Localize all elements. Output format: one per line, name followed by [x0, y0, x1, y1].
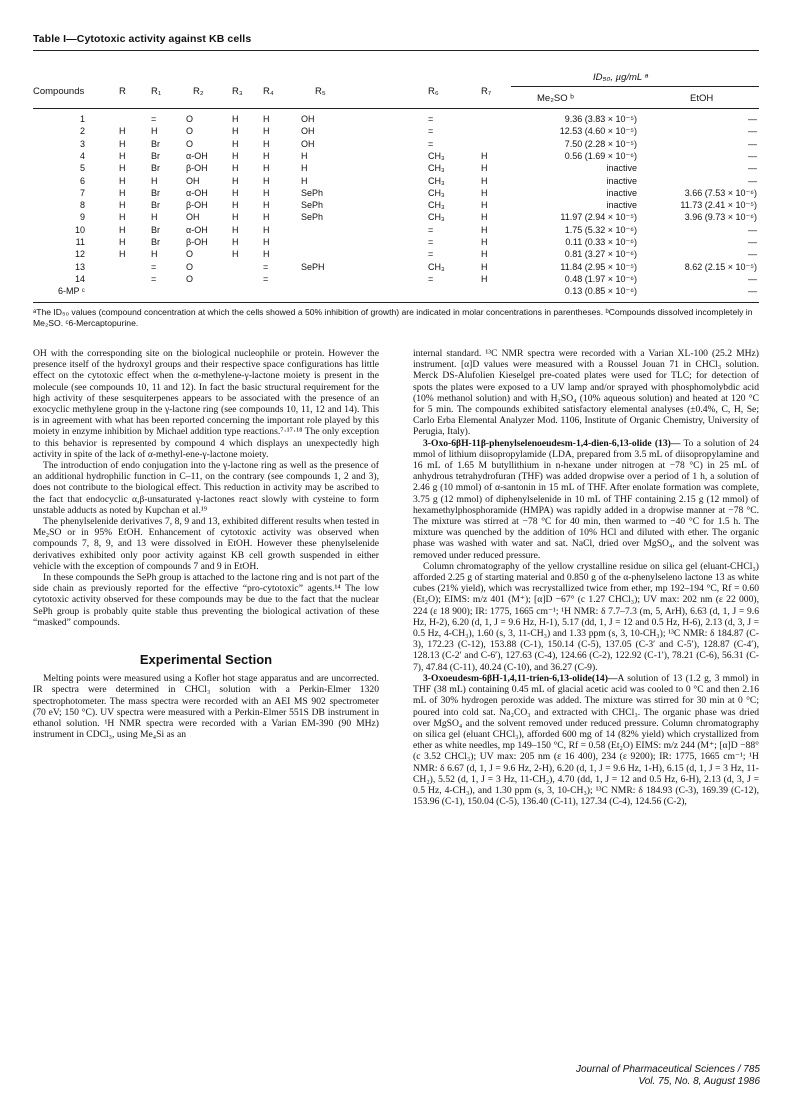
r2-cell: OH	[186, 175, 200, 186]
r5-cell: SePh	[301, 212, 324, 223]
r7-cell: H	[481, 150, 488, 161]
r1-cell: H	[151, 249, 158, 260]
me2so-value-cell: 0.13 (0.85 × 10⁻⁶)	[564, 286, 637, 297]
etoh-value-cell: —	[748, 273, 757, 284]
r4-cell: H	[263, 138, 270, 149]
r3-cell: H	[232, 249, 239, 260]
table-title: Table I—Cytotoxic activity against KB cells	[33, 33, 252, 45]
left-paragraph-2: The introduction of endo conjugation into the γ-lactone ring as well as the presence of an additional hydrophilic function in C–11, on the contrary (see compounds 1, 2 and 3), does not contribute to the biological effect. This reduction in activity may be ascribed to the fact that endocyclic α,β-unsaturated γ-lactones react slowly with cysteine to form unstable adducts as noted by Kupchan et al.¹⁹	[33, 460, 379, 516]
table-row	[33, 163, 759, 174]
table-row	[33, 126, 759, 137]
r4-cell: H	[263, 237, 270, 247]
header-r1: R₁	[151, 86, 162, 97]
r4-cell: =	[263, 261, 269, 272]
r1-cell: =	[151, 273, 157, 284]
compound-cell: 5	[79, 163, 85, 174]
compound-cell: 12	[74, 249, 85, 260]
table-row	[33, 176, 759, 187]
r1-cell: Br	[151, 187, 160, 198]
table-row	[33, 114, 759, 125]
etoh-value-cell: 8.62 (2.15 × 10⁻⁵)	[684, 261, 757, 272]
etoh-value-cell: —	[748, 150, 757, 161]
r6-cell: =	[428, 138, 434, 149]
r3-cell: H	[232, 200, 239, 211]
r1-cell: H	[151, 126, 158, 137]
r3-cell: H	[232, 138, 239, 149]
r3-cell: H	[232, 126, 239, 137]
left-paragraph-3: The phenylselenide derivatives 7, 8, 9 and 13, exhibited different results when tested in Me₂SO or in 95% EtOH. Enhancement of cytotoxic activity was observed when compounds 7, 8, 9, and 13 were dissolved in EtOH. However these phenylselenide derivatives exhibited only poor activity against KB cell growth suspended in either vehicle with the exception of compounds 7 and 9 in EtOH.	[33, 516, 379, 572]
r2-cell: OH	[186, 212, 200, 223]
table-row	[33, 262, 759, 273]
section-heading-experimental: Experimental Section	[139, 652, 273, 668]
right-paragraph-2	[413, 438, 759, 561]
etoh-value-cell: 3.66 (7.53 × 10⁻⁶)	[684, 187, 757, 198]
r1-cell: Br	[151, 150, 160, 161]
compound-cell: 7	[79, 187, 85, 198]
r3-cell: H	[232, 187, 239, 198]
me2so-value-cell: 1.75 (5.32 × 10⁻⁶)	[564, 224, 637, 235]
r-cell: H	[119, 237, 126, 247]
r7-cell: H	[481, 212, 488, 223]
r6-cell: =	[428, 237, 434, 247]
r5-cell: H	[301, 163, 308, 174]
table-bottom-rule	[33, 302, 759, 303]
r4-cell: H	[263, 249, 270, 260]
r4-cell: H	[263, 175, 270, 186]
etoh-value-cell: —	[748, 138, 757, 149]
r7-cell: H	[481, 200, 488, 211]
etoh-value-cell: 3.96 (9.73 × 10⁻⁶)	[684, 212, 757, 223]
r5-cell: SePh	[301, 200, 324, 211]
r6-cell: =	[428, 249, 434, 260]
r7-cell: H	[481, 224, 488, 235]
compound-cell: 1	[79, 114, 85, 124]
table-row	[33, 286, 759, 297]
r3-cell: H	[232, 163, 239, 174]
r1-cell: Br	[151, 138, 160, 149]
r6-cell: =	[428, 224, 434, 235]
r-cell: H	[119, 163, 126, 174]
etoh-value-cell: —	[748, 237, 757, 247]
r2-cell: O	[186, 126, 194, 137]
compound-cell: 10	[74, 224, 85, 235]
compound-14-text: A solution of 13 (1.2 g, 3 mmol) in THF (38 mL) containing 0.45 mL of glacial acetic acid was cooled to 0 °C and then 2.16 mL of 30% hydrogen peroxide was added. The mixture was stirred for 30 min at 0 °C; poured into cold sat. Na₂CO₃ and extracted with CHCl₃. The organic phase was dried over MgSO₄ and the solvent removed under reduced pressure. Column chromatography on silica gel (eluant CHCl₃), afforded 600 mg of 14 (82% yield) which crystallized from ether as white needles, mp 149–150 °C, Rf = 0.58 (Et₂O) EIMS: m/z 244 (M⁺; [α]D −88° (c 3.52 CHCl₃); UV max: 205 nm (ε 16 400), 234 (ε 9200); IR: 1775, 1665 cm⁻¹; ¹H NMR: δ 6.67 (d, 1, J = 9.6 Hz, 2-H), 6.20 (d, 1, J = 9.6 Hz, 1-H), 6.15 (d, 1, J = 3 Hz, 11-CH₂), 5.52 (d, 1, J = 3 Hz, 11-CH₂), 4.70 (dd, 1, J = 12 and 0.5 Hz, 6-H), 2.13 (d, 3, J = 0.5 Hz, 4-CH₃), and 1.30 ppm (s, 3, 10-CH₃); ¹³C NMR: δ 184.93 (C-3), 169.39 (C-12), 153.96 (C-1), 150.04 (C-5), 136.40 (C-11), 127.34 (C-4), 124.56 (C-2),	[413, 672, 759, 808]
r-cell: H	[119, 224, 126, 235]
me2so-value-cell: 0.11 (0.33 × 10⁻⁶)	[565, 237, 637, 247]
r2-cell: β-OH	[186, 237, 208, 247]
r3-cell: H	[232, 114, 239, 124]
compound-cell: 4	[79, 150, 85, 161]
r4-cell: H	[263, 187, 270, 198]
id50-subrule	[511, 86, 759, 87]
r7-cell: H	[481, 163, 488, 174]
r4-cell: H	[263, 150, 270, 161]
r7-cell: H	[481, 261, 488, 272]
me2so-value-cell: 9.36 (3.83 × 10⁻⁵)	[564, 114, 637, 124]
table-row	[33, 225, 759, 236]
r2-cell: O	[186, 273, 194, 284]
etoh-value-cell: —	[748, 249, 757, 260]
r5-cell: OH	[301, 114, 315, 124]
r1-cell: Br	[151, 224, 160, 235]
header-r6: R₆	[428, 86, 439, 97]
r-cell: H	[119, 212, 126, 223]
r2-cell: α-OH	[186, 150, 208, 161]
right-paragraph-1: internal standard. ¹³C NMR spectra were recorded with a Varian XL-100 (25.2 MHz) instrument. [α]D values were measured with a Roussel Jouan 71 in CHCl₃ solution. Merck DS-Alufolien Kieselgel pre-coated plates were used for TLC; for detection of spots the plates were exposed to a UV lamp and/or sprayed with phosphomolybdic acid (10% methanol solution) and with H₂SO₄ (10% aqueous solution) and heated at 120 °C for 5 min. The compounds exhibited satisfactory elemental analyses (±0.4%, C, H, Se; Carlo Erba Elemental Analyzer Mod. 1106, Institute of Organic Chemistry, University of Perugia, Italy).	[413, 348, 759, 438]
r1-cell: H	[151, 175, 158, 186]
table-row	[33, 212, 759, 223]
me2so-value-cell: inactive	[606, 163, 637, 174]
table-footnote: ᵃThe ID₅₀ values (compound concentration at which the cells showed a 50% inhibition of growth) are indicated in molar concentrations in parentheses. ᵇCompounds dissolved incompletely in Me₂SO. ᶜ6-Mercaptopurine.	[33, 307, 753, 328]
r4-cell: H	[263, 126, 270, 137]
r2-cell: O	[186, 114, 194, 124]
header-etoh: EtOH	[690, 93, 714, 104]
r3-cell: H	[232, 224, 239, 235]
me2so-value-cell: 11.84 (2.95 × 10⁻⁵)	[560, 261, 637, 272]
left-paragraph-1: OH with the corresponding site on the biological nucleophile or protein. However the presence itself of the hydroxyl groups and their respective space configurations has little effect on the cytotoxic effect when the α-methylene-γ-lactone moiety is present in the molecule (see compounds 10, 11 and 12). In fact the basic structural requirement for the high activity of these sesquiterpenes appears to be associated with the presence of an exocyclic methylene group in the γ-lactone ring (see compounds 10, 11, 12 and 14). This is in agreement with what has been reported concerning the important role played by this moiety in enzyme inhibition by Michael addition type reactions.⁷·¹⁷·¹⁸ The only exception to this behavior is represented by compound 4 which displays an unexpectedly high activity in spite of the lack of α-methyl-ene-γ-lactone moiety.	[33, 348, 379, 460]
r6-cell: CH₃	[428, 150, 445, 161]
me2so-value-cell: 11.97 (2.94 × 10⁻⁵)	[560, 212, 637, 223]
r-cell: H	[119, 138, 126, 149]
me2so-value-cell: inactive	[606, 200, 637, 211]
r4-cell: H	[263, 114, 270, 124]
etoh-value-cell: —	[748, 163, 757, 174]
r2-cell: O	[186, 249, 194, 260]
r1-cell: =	[151, 114, 157, 124]
table-top-rule	[33, 50, 759, 51]
me2so-value-cell: inactive	[606, 187, 637, 198]
r3-cell: H	[232, 212, 239, 223]
r4-cell: H	[263, 212, 270, 223]
header-id50: ID₅₀, µg/mL ᵃ	[593, 72, 649, 83]
r5-cell: H	[301, 175, 308, 186]
r1-cell: Br	[151, 163, 160, 174]
etoh-value-cell: —	[748, 114, 757, 124]
table-row	[33, 151, 759, 162]
me2so-value-cell: 7.50 (2.28 × 10⁻⁵)	[564, 138, 637, 149]
table-row	[33, 237, 759, 248]
me2so-value-cell: 0.81 (3.27 × 10⁻⁶)	[564, 249, 637, 260]
r4-cell: H	[263, 224, 270, 235]
r2-cell: α-OH	[186, 187, 208, 198]
r-cell: H	[119, 187, 126, 198]
etoh-value-cell: —	[748, 286, 757, 297]
me2so-value-cell: 0.48 (1.97 × 10⁻⁶)	[564, 273, 637, 284]
r6-cell: =	[428, 126, 434, 137]
r5-cell: SePh	[301, 187, 324, 198]
header-r: R	[119, 86, 126, 97]
left-paragraph-4: In these compounds the SePh group is attached to the lactone ring and is not part of the side chain as previously reported for the effective “pro-cytotoxic” agents.¹⁴ The low cytotoxic activity observed for these compounds may be due to the fact that the nuclear SePh group is probably quite stable thus preventing the biological activation of these “masked” compounds.	[33, 572, 379, 628]
journal-footer	[520, 1064, 760, 1088]
r1-cell: Br	[151, 200, 160, 211]
r3-cell: H	[232, 150, 239, 161]
header-compounds: Compounds	[33, 86, 85, 97]
right-paragraph-3: Column chromatography of the yellow crystalline residue on silica gel (eluant-CHCl₃) afforded 2.25 g of starting material and 0.850 g of the α-phenylseleno lactone 13 as white cubes (21% yield), which was recrystallized twice from ether, mp 192–194 °C, Rf = 0.60 (Et₂O); EIMS: m/z 401 (M⁺); [α]D −67° (c 1.27 CHCl₃); UV max: 202 nm (ε 22 000), 224 (ε 18 900); IR: 1775, 1665 cm⁻¹; ¹H NMR: δ 7.7–7.3 (m, 5, ArH), 6.63 (d, 1, J = 9.6 Hz, H-2), 6.20 (d, 1, J = 9.6 Hz, H-1), 5.17 (dd, 1, J = 12 and 0.5 Hz, H-6), 2.13 (d, 3, J = 0.5 Hz, 4-CH₃), 1.60 (s, 3, 11-CH₃) and 1.33 ppm (s, 3, 10-CH₃); ¹³C NMR: δ 184.87 (C-3), 172.23 (C-12), 153.88 (C-1), 150.14 (C-5), 137.05 (C-3′ and C-5′), 128.87 (C-4′), 128.13 (C-2′ and C-6′), 127.63 (C-4), 124.66 (C-2), 122.92 (C-1′), 78.21 (C-6), 56.31 (C-7), 47.84 (C-11), 40.24 (C-10), and 36.27 (C-9).	[413, 560, 759, 673]
left-column	[33, 348, 379, 741]
right-paragraph-4	[413, 673, 759, 807]
header-bottom-rule	[33, 108, 759, 109]
r6-cell: =	[428, 273, 434, 284]
compound-cell: 6	[79, 175, 85, 186]
r4-cell: H	[263, 163, 270, 174]
compound-cell: 2	[79, 126, 85, 137]
r4-cell: =	[263, 273, 269, 284]
header-me2so: Me₂SO ᵇ	[537, 93, 574, 104]
r1-cell: =	[151, 261, 157, 272]
etoh-value-cell: 11.73 (2.41 × 10⁻⁵)	[680, 200, 757, 211]
header-r7: R₇	[481, 86, 492, 97]
r6-cell: CH₃	[428, 261, 445, 272]
r2-cell: β-OH	[186, 163, 208, 174]
right-column	[413, 348, 759, 807]
r7-cell: H	[481, 249, 488, 260]
r5-cell: H	[301, 150, 308, 161]
r6-cell: CH₃	[428, 200, 445, 211]
me2so-value-cell: inactive	[606, 175, 637, 186]
r1-cell: H	[151, 212, 158, 223]
r2-cell: O	[186, 261, 194, 272]
r7-cell: H	[481, 273, 488, 284]
compound-cell: 14	[74, 273, 85, 284]
r-cell: H	[119, 150, 126, 161]
r6-cell: CH₃	[428, 175, 445, 186]
r7-cell: H	[481, 175, 488, 186]
r2-cell: β-OH	[186, 200, 208, 211]
compound-cell: 8	[79, 200, 85, 211]
table-row	[33, 188, 759, 199]
etoh-value-cell: —	[748, 175, 757, 186]
r7-cell: H	[481, 187, 488, 198]
r6-cell: =	[428, 114, 434, 124]
r3-cell: H	[232, 237, 239, 247]
r4-cell: H	[263, 200, 270, 211]
compound-cell: 3	[79, 138, 85, 149]
r-cell: H	[119, 126, 126, 137]
header-r3: R₃	[232, 86, 243, 97]
r2-cell: α-OH	[186, 224, 208, 235]
r-cell: H	[119, 175, 126, 186]
r5-cell: OH	[301, 126, 315, 137]
r-cell: H	[119, 249, 126, 260]
header-r2: R₂	[193, 86, 204, 97]
table-row	[33, 249, 759, 260]
r3-cell: H	[232, 175, 239, 186]
r5-cell: SePH	[301, 261, 325, 272]
table-row	[33, 274, 759, 285]
r-cell: H	[119, 200, 126, 211]
left-paragraph-5: Melting points were measured using a Kofler hot stage apparatus and are uncorrected. IR spectra were determined in CHCl₃ solution with a Perkin-Elmer 1320 spectrophotometer. The mass spectra were recorded with an AEI MS 902 spectrometer (70 eV; 150 °C). UV spectra were measured with a Perkin-Elmer 551S DB instrument in ethanol solution. ¹H NMR spectra were recorded with a Varian EM-390 (90 MHz) instrument in CDCl₃, using Me₄Si as an	[33, 673, 379, 741]
etoh-value-cell: —	[748, 126, 757, 137]
me2so-value-cell: 12.53 (4.60 × 10⁻⁵)	[559, 126, 637, 137]
table-row	[33, 139, 759, 150]
r6-cell: CH₃	[428, 212, 445, 223]
etoh-value-cell: —	[748, 224, 757, 235]
journal-name-page: Journal of Pharmaceutical Sciences / 785	[576, 1064, 760, 1075]
compound-cell: 11	[75, 237, 85, 247]
r5-cell: OH	[301, 138, 315, 149]
table-row	[33, 200, 759, 211]
me2so-value-cell: 0.56 (1.69 × 10⁻⁶)	[564, 150, 637, 161]
compound-14-heading: 3-Oxoeudesm-6βH-1,4,11-trien-6,13-olide(14)—	[423, 672, 618, 684]
journal-volume: Vol. 75, No. 8, August 1986	[638, 1076, 760, 1087]
header-r5: R₅	[315, 86, 326, 97]
compound-13-text: To a solution of 24 mmol of lithium diisopropylamide (LDA, prepared from 3.5 mL of diisopropylamine and 16 mL of 1.65 M butyllithium in n-hexane under nitrogen at −78 °C) in 25 mL of anhydrous tetrahydrofuran (THF) was added dropwise over a period of 1 h, a solution of 2.46 g (10 mmol) of α-santonin in 15 mL of THF. After enolate formation was complete, 3.75 g (12 mmol) of diphenylselenide in 10 mL of THF containing 2.15 g (12 mmol) of hexamethylphosphoramide (HMPA) was rapidly added in a dropwise manner at −78 °C. The mixture was stirred at −78 °C for 40 min, then warmed to −40 °C for 1.5 h. The mixture was quenched by the addition of 10% HCl and diluted with ether. The organic phase was washed with water and sat. NaCl, dried over MgSO₄, and the solvent was removed under reduced pressure.	[413, 437, 759, 561]
r7-cell: H	[481, 237, 488, 247]
compound-cell: 9	[79, 212, 85, 223]
r6-cell: CH₃	[428, 163, 445, 174]
compound-cell: 6-MP ᶜ	[57, 286, 85, 297]
header-r4: R₄	[263, 86, 274, 97]
compound-cell: 13	[74, 261, 85, 272]
r1-cell: Br	[151, 237, 160, 247]
r2-cell: O	[186, 138, 194, 149]
compound-13-heading: 3-Oxo-6βH-11β-phenylselenoeudesm-1,4-dien-6,13-olide (13)—	[423, 437, 681, 449]
r6-cell: CH₃	[428, 187, 445, 198]
